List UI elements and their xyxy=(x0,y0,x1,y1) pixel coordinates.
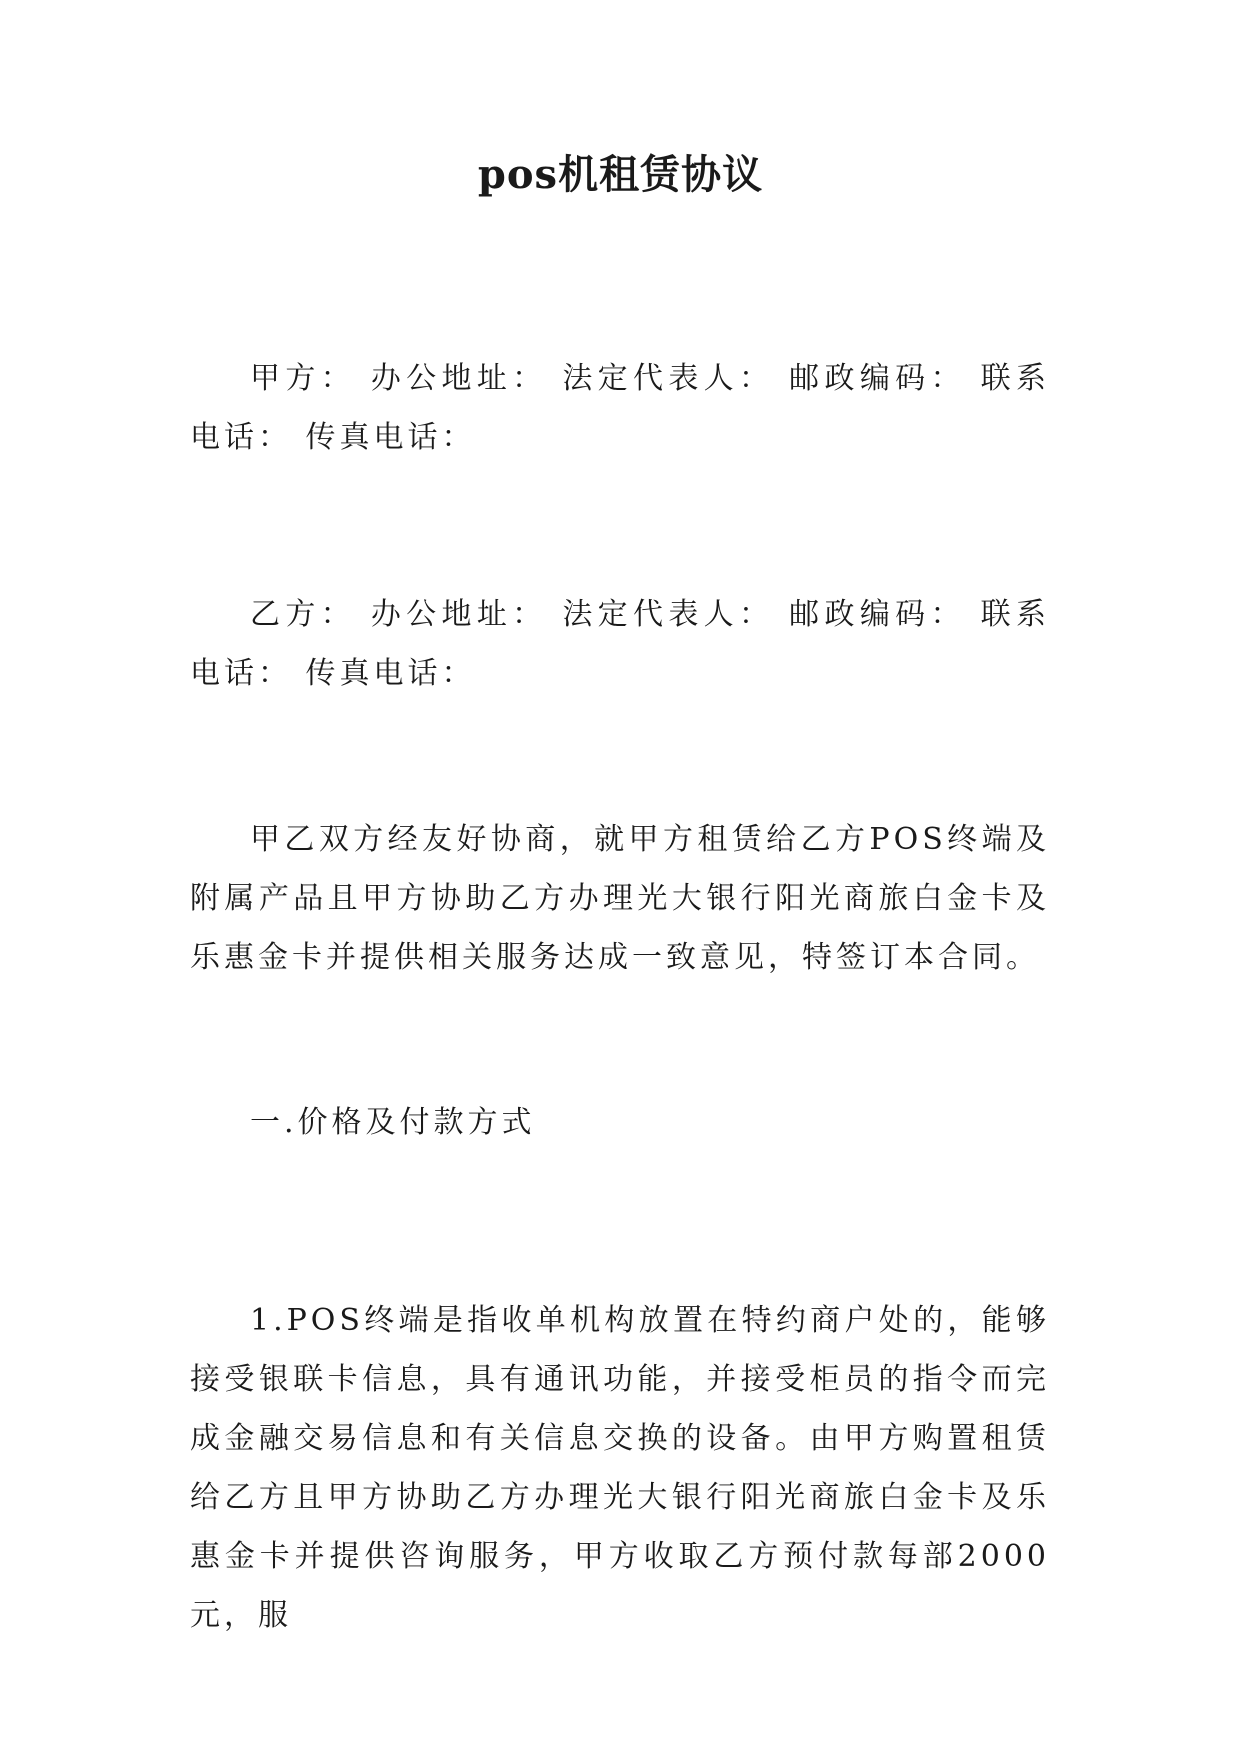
party-a-info: 甲方： 办公地址： 法定代表人： 邮政编码： 联系电话： 传真电话： xyxy=(190,361,1050,455)
section-heading-price-payment: 一.价格及付款方式 xyxy=(250,1105,536,1140)
agreement-preamble: 甲乙双方经友好协商，就甲方租赁给乙方POS终端及附属产品且甲方协助乙方办理光大银行阳光商旅白金卡及乐惠金卡并提供相关服务达成一致意见，特签订本合同。 xyxy=(190,822,1050,975)
party-b-info: 乙方： 办公地址： 法定代表人： 邮政编码： 联系电话： 传真电话： xyxy=(190,597,1050,691)
document-title: pos机租赁协议 xyxy=(477,151,764,198)
clause-1-pos-terminal: 1.POS终端是指收单机构放置在特约商户处的，能够接受银联卡信息，具有通讯功能，并接受柜员的指令而完成金融交易信息和有关信息交换的设备。由甲方购置租赁给乙方且甲方协助乙方办理光大银行阳光商旅白金卡及乐惠金卡并提供咨询服务，甲方收取乙方预付款每部2000元，服 xyxy=(190,1303,1050,1633)
